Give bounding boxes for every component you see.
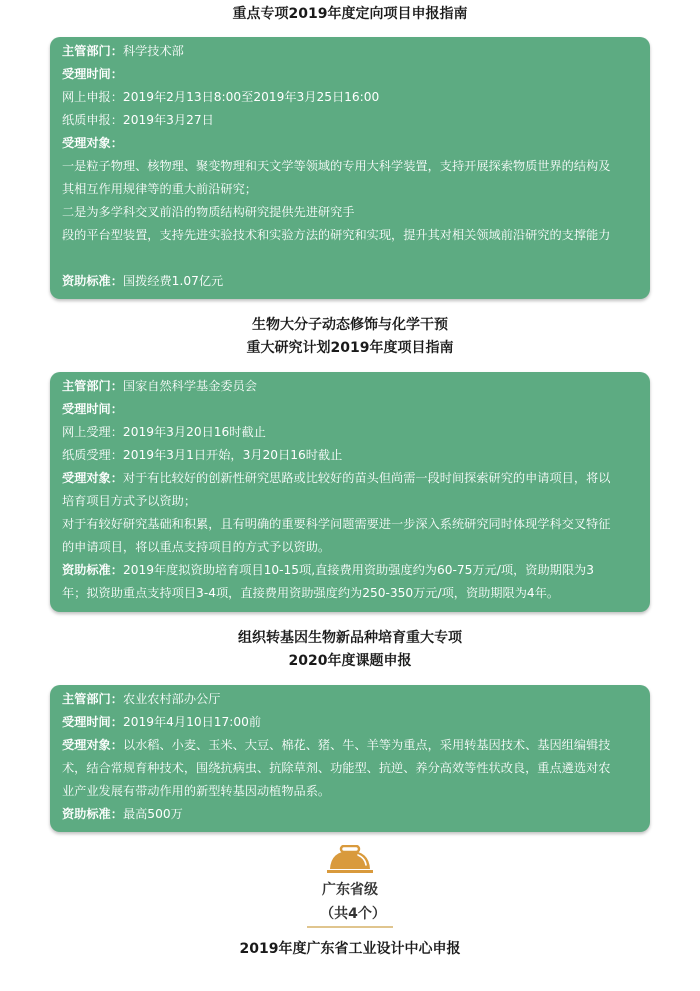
- funding-row: [62, 559, 638, 582]
- funding-row: [62, 270, 638, 293]
- dept-value: 国家自然科学基金委员会: [122, 379, 257, 393]
- time-label: 受理时间：: [62, 402, 123, 416]
- funding-row: [62, 803, 638, 826]
- time-row: [62, 63, 638, 86]
- target-row: [62, 467, 638, 490]
- time-value: 2019年4月10日17:00前: [122, 715, 262, 729]
- section-1-title: 重点专项2019年度定向项目申报指南: [232, 6, 468, 22]
- dept-row: [62, 688, 638, 711]
- funding-value: 国拨经费1.07亿元: [122, 274, 224, 288]
- funding-label: 资助标准：: [62, 274, 123, 288]
- province-count: （共4个）: [320, 906, 386, 922]
- funding-label: 资助标准：: [62, 807, 123, 821]
- funding-text: 2019年度拟资助培育项目10-15项,直接费用资助强度约为60-75万元/项，资助期限为3: [122, 563, 594, 577]
- section-1-card: [50, 37, 650, 299]
- section-3-title-line-1: 组织转基因生物新品种培育重大专项: [238, 630, 462, 646]
- section-2-title-line-2: 重大研究计划2019年度项目指南: [246, 340, 454, 356]
- dept-row: [62, 375, 638, 398]
- province-first-title: 2019年度广东省工业设计中心申报: [239, 941, 461, 957]
- time-line: 网上申报：2019年2月13日8:00至2019年3月25日16:00: [62, 90, 380, 104]
- funding-value: 最高500万: [122, 807, 183, 821]
- dept-row: [62, 40, 638, 63]
- time-label: 受理时间：: [62, 715, 123, 729]
- section-2-title-line-1: 生物大分子动态修饰与化学干预: [252, 317, 448, 333]
- dept-label: 主管部门：: [62, 379, 123, 393]
- target-text: 对于有比较好的创新性研究思路或比较好的苗头但尚需一段时间探索研究的申请项目，将以: [122, 471, 611, 485]
- target-line: 对于有较好研究基础和积累，且有明确的重要科学问题需要进一步深入系统研究同时体现学科交叉特征: [62, 517, 611, 531]
- time-row: [62, 711, 638, 734]
- time-row: [62, 398, 638, 421]
- target-line: 二是为多学科交叉前沿的物质结构研究提供先进研究手: [62, 205, 355, 219]
- section-3-card: [50, 685, 650, 832]
- target-label: 受理对象：: [62, 136, 123, 150]
- time-label: 受理时间：: [62, 67, 123, 81]
- dept-label: 主管部门：: [62, 44, 123, 58]
- target-row: [62, 734, 638, 757]
- target-label: 受理对象：: [62, 471, 123, 485]
- dept-value: 科学技术部: [122, 44, 184, 58]
- target-line: 其相互作用规律等的重大前沿研究；: [62, 182, 257, 196]
- target-text: 以水稻、小麦、玉米、大豆、棉花、猪、牛、羊等为重点，采用转基因技术、基因组编辑技: [122, 738, 611, 752]
- target-line: 业产业发展有带动作用的新型转基因动植物品系。: [62, 784, 331, 798]
- cloche-icon: [325, 845, 375, 875]
- target-label: 受理对象：: [62, 738, 123, 752]
- province-heading: 广东省级: [322, 882, 378, 898]
- funding-line: 年；拟资助重点支持项目3-4项，直接费用资助强度约为250-350万元/项，资助期限为4年。: [62, 586, 560, 600]
- divider: [307, 926, 393, 928]
- section-2-card: [50, 372, 650, 612]
- target-line: 段的平台型装置，支持先进实验技术和实验方法的研究和实现，提升其对相关领域前沿研究的支撑能力: [62, 228, 611, 242]
- target-line: 培育项目方式予以资助；: [62, 494, 197, 508]
- target-line: 术，结合常规育种技术，围绕抗病虫、抗除草剂、功能型、抗逆、养分高效等性状改良，重点遴选对农: [62, 761, 611, 775]
- target-line: 的申请项目，将以重点支持项目的方式予以资助。: [62, 540, 331, 554]
- target-row: [62, 132, 638, 155]
- funding-label: 资助标准：: [62, 563, 123, 577]
- time-line: 纸质受理：2019年3月1日开始，3月20日16时截止: [62, 448, 343, 462]
- dept-label: 主管部门：: [62, 692, 123, 706]
- target-line: 一是粒子物理、核物理、聚变物理和天文学等领域的专用大科学装置，支持开展探索物质世界的结构及: [62, 159, 611, 173]
- section-3-title-line-2: 2020年度课题申报: [288, 653, 412, 669]
- time-line: 纸质申报：2019年3月27日: [62, 113, 214, 127]
- time-line: 网上受理：2019年3月20日16时截止: [62, 425, 266, 439]
- dept-value: 农业农村部办公厅: [122, 692, 221, 706]
